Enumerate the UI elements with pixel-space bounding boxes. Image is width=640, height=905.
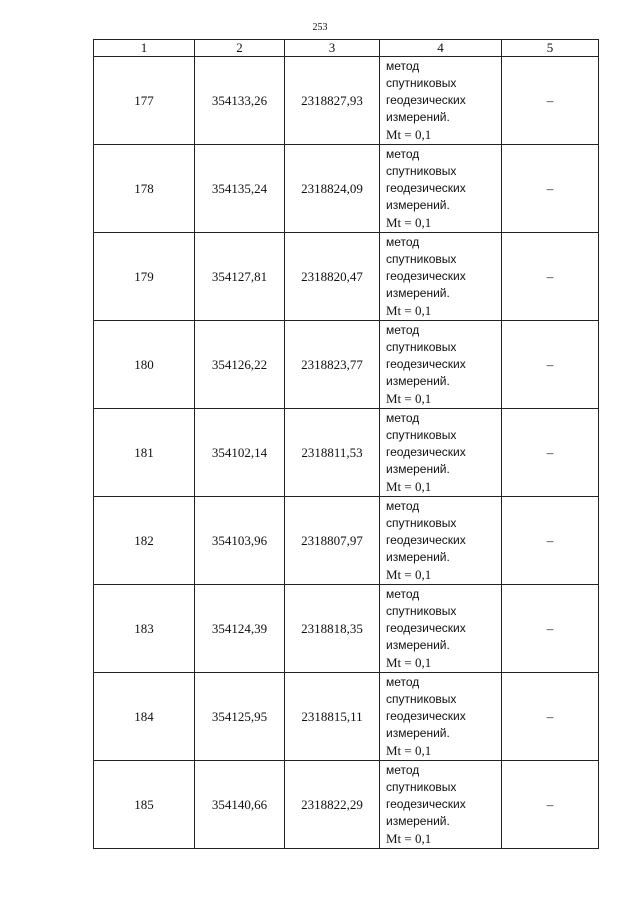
note-cell: – <box>502 57 599 145</box>
point-number: 177 <box>94 57 195 145</box>
coordinate-x: 354124,39 <box>195 585 285 673</box>
method-line: геодезических <box>386 621 466 635</box>
accuracy-value: Mt = 0,1 <box>386 127 432 142</box>
coordinate-y: 2318815,11 <box>285 673 380 761</box>
table-row <box>94 673 599 761</box>
method-line: метод <box>386 147 420 161</box>
method-line: спутниковых <box>386 340 457 354</box>
table-row <box>94 497 599 585</box>
table-row <box>94 585 599 673</box>
point-number: 179 <box>94 233 195 321</box>
method-line: спутниковых <box>386 780 457 794</box>
determination-method <box>380 321 502 409</box>
determination-method <box>380 57 502 145</box>
coordinate-y: 2318824,09 <box>285 145 380 233</box>
method-line: измерений. <box>386 550 450 564</box>
coordinate-x: 354103,96 <box>195 497 285 585</box>
method-line: метод <box>386 675 420 689</box>
column-header-5: 5 <box>502 40 599 57</box>
coordinate-y: 2318827,93 <box>285 57 380 145</box>
method-line: метод <box>386 587 420 601</box>
table-header-row <box>94 40 599 57</box>
table-row <box>94 761 599 849</box>
method-line: метод <box>386 59 420 73</box>
coordinate-y: 2318811,53 <box>285 409 380 497</box>
determination-method <box>380 233 502 321</box>
page-number: 253 <box>312 22 328 33</box>
point-number: 184 <box>94 673 195 761</box>
method-line: измерений. <box>386 198 450 212</box>
method-line: измерений. <box>386 110 450 124</box>
method-line: измерений. <box>386 814 450 828</box>
method-line: спутниковых <box>386 164 457 178</box>
method-line: геодезических <box>386 797 466 811</box>
table-row <box>94 57 599 145</box>
method-line: спутниковых <box>386 252 457 266</box>
table-row <box>94 321 599 409</box>
determination-method <box>380 497 502 585</box>
accuracy-value: Mt = 0,1 <box>386 831 432 846</box>
coordinate-x: 354102,14 <box>195 409 285 497</box>
note-cell: – <box>502 145 599 233</box>
point-number: 183 <box>94 585 195 673</box>
note-cell: – <box>502 497 599 585</box>
table-row <box>94 233 599 321</box>
method-line: геодезических <box>386 93 466 107</box>
method-line: геодезических <box>386 269 466 283</box>
coordinate-y: 2318818,35 <box>285 585 380 673</box>
method-line: измерений. <box>386 286 450 300</box>
coordinate-x: 354140,66 <box>195 761 285 849</box>
coordinates-table <box>93 39 599 849</box>
method-line: метод <box>386 411 420 425</box>
method-line: геодезических <box>386 709 466 723</box>
accuracy-value: Mt = 0,1 <box>386 303 432 318</box>
coordinate-x: 354125,95 <box>195 673 285 761</box>
point-number: 178 <box>94 145 195 233</box>
method-line: спутниковых <box>386 76 457 90</box>
note-cell: – <box>502 673 599 761</box>
table-row <box>94 145 599 233</box>
method-line: спутниковых <box>386 604 457 618</box>
method-line: геодезических <box>386 533 466 547</box>
method-line: геодезических <box>386 357 466 371</box>
method-line: метод <box>386 235 420 249</box>
accuracy-value: Mt = 0,1 <box>386 743 432 758</box>
determination-method <box>380 145 502 233</box>
note-cell: – <box>502 233 599 321</box>
accuracy-value: Mt = 0,1 <box>386 567 432 582</box>
method-line: метод <box>386 499 420 513</box>
method-line: метод <box>386 323 420 337</box>
determination-method <box>380 673 502 761</box>
method-line: измерений. <box>386 726 450 740</box>
column-header-2: 2 <box>195 40 285 57</box>
note-cell: – <box>502 585 599 673</box>
coordinate-y: 2318807,97 <box>285 497 380 585</box>
point-number: 185 <box>94 761 195 849</box>
accuracy-value: Mt = 0,1 <box>386 215 432 230</box>
table-body <box>94 57 599 849</box>
method-line: геодезических <box>386 445 466 459</box>
coordinate-x: 354133,26 <box>195 57 285 145</box>
determination-method <box>380 761 502 849</box>
point-number: 180 <box>94 321 195 409</box>
coordinate-x: 354126,22 <box>195 321 285 409</box>
table-row <box>94 409 599 497</box>
coordinate-x: 354127,81 <box>195 233 285 321</box>
determination-method <box>380 409 502 497</box>
method-line: измерений. <box>386 374 450 388</box>
point-number: 181 <box>94 409 195 497</box>
method-line: измерений. <box>386 638 450 652</box>
coordinate-y: 2318823,77 <box>285 321 380 409</box>
note-cell: – <box>502 321 599 409</box>
coordinate-x: 354135,24 <box>195 145 285 233</box>
method-line: спутниковых <box>386 516 457 530</box>
method-line: метод <box>386 763 420 777</box>
method-line: измерений. <box>386 462 450 476</box>
note-cell: – <box>502 409 599 497</box>
point-number: 182 <box>94 497 195 585</box>
method-line: спутниковых <box>386 692 457 706</box>
method-line: спутниковых <box>386 428 457 442</box>
column-header-3: 3 <box>285 40 380 57</box>
coordinate-y: 2318820,47 <box>285 233 380 321</box>
accuracy-value: Mt = 0,1 <box>386 391 432 406</box>
column-header-1: 1 <box>94 40 195 57</box>
accuracy-value: Mt = 0,1 <box>386 655 432 670</box>
method-line: геодезических <box>386 181 466 195</box>
accuracy-value: Mt = 0,1 <box>386 479 432 494</box>
coordinate-y: 2318822,29 <box>285 761 380 849</box>
column-header-4: 4 <box>380 40 502 57</box>
note-cell: – <box>502 761 599 849</box>
determination-method <box>380 585 502 673</box>
